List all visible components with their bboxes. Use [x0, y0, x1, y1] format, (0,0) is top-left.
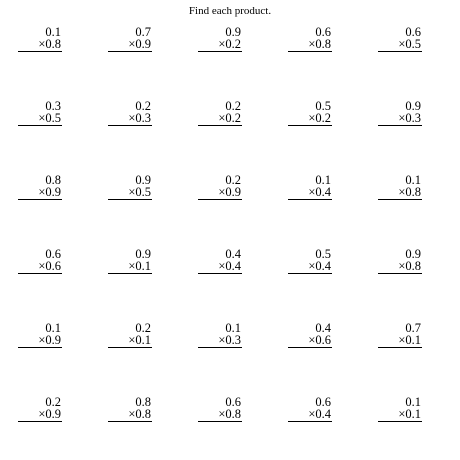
bottom-operand-line — [18, 112, 62, 126]
multiplication-problem — [198, 100, 242, 126]
top-operand: 0.3 — [45, 99, 61, 113]
bottom-operand-line — [378, 334, 422, 348]
bottom-operand: 0.8 — [405, 259, 421, 273]
top-operand: 0.2 — [225, 173, 241, 187]
bottom-operand: 0.4 — [315, 259, 331, 273]
times-sign: × — [308, 111, 316, 125]
times-sign: × — [218, 185, 226, 199]
top-operand: 0.5 — [315, 99, 331, 113]
top-operand: 0.4 — [315, 321, 331, 335]
bottom-operand-line — [378, 38, 422, 52]
bottom-operand: 0.2 — [225, 37, 241, 51]
multiplication-problem — [198, 322, 242, 348]
bottom-operand-line — [198, 186, 242, 200]
top-operand: 0.2 — [135, 99, 151, 113]
top-operand: 0.2 — [45, 395, 61, 409]
bottom-operand-line — [288, 38, 332, 52]
bottom-operand: 0.3 — [135, 111, 151, 125]
bottom-operand-line — [18, 38, 62, 52]
multiplication-problem — [108, 248, 152, 274]
bottom-operand-line — [108, 260, 152, 274]
times-sign: × — [38, 333, 46, 347]
top-operand: 0.1 — [45, 321, 61, 335]
bottom-operand-line — [108, 38, 152, 52]
multiplication-problem — [378, 174, 422, 200]
times-sign: × — [308, 259, 316, 273]
multiplication-problem — [18, 248, 62, 274]
multiplication-problem — [288, 100, 332, 126]
multiplication-problem — [18, 396, 62, 422]
bottom-operand: 0.5 — [45, 111, 61, 125]
bottom-operand-line — [288, 112, 332, 126]
multiplication-problem — [108, 174, 152, 200]
bottom-operand: 0.5 — [405, 37, 421, 51]
multiplication-problem — [18, 322, 62, 348]
bottom-operand: 0.8 — [405, 185, 421, 199]
bottom-operand: 0.3 — [225, 333, 241, 347]
bottom-operand-line — [288, 186, 332, 200]
top-operand: 0.8 — [135, 395, 151, 409]
bottom-operand: 0.9 — [225, 185, 241, 199]
times-sign: × — [398, 333, 406, 347]
multiplication-problem — [288, 322, 332, 348]
top-operand: 0.9 — [405, 99, 421, 113]
bottom-operand: 0.4 — [315, 185, 331, 199]
multiplication-problem — [198, 396, 242, 422]
top-operand: 0.8 — [45, 173, 61, 187]
bottom-operand: 0.9 — [45, 185, 61, 199]
top-operand: 0.1 — [315, 173, 331, 187]
multiplication-problem — [378, 396, 422, 422]
bottom-operand: 0.8 — [135, 407, 151, 421]
top-operand: 0.2 — [225, 99, 241, 113]
bottom-operand-line — [288, 260, 332, 274]
times-sign: × — [218, 37, 226, 51]
multiplication-problem — [378, 26, 422, 52]
bottom-operand-line — [198, 112, 242, 126]
top-operand: 0.6 — [45, 247, 61, 261]
bottom-operand: 0.4 — [315, 407, 331, 421]
bottom-operand: 0.9 — [45, 333, 61, 347]
times-sign: × — [398, 37, 406, 51]
top-operand: 0.6 — [225, 395, 241, 409]
bottom-operand-line — [198, 408, 242, 422]
times-sign: × — [38, 259, 46, 273]
bottom-operand: 0.9 — [45, 407, 61, 421]
times-sign: × — [128, 185, 136, 199]
multiplication-problem — [108, 396, 152, 422]
top-operand: 0.6 — [315, 395, 331, 409]
bottom-operand: 0.1 — [135, 259, 151, 273]
bottom-operand-line — [198, 334, 242, 348]
bottom-operand-line — [288, 408, 332, 422]
bottom-operand: 0.1 — [405, 407, 421, 421]
multiplication-problem — [108, 322, 152, 348]
times-sign: × — [308, 333, 316, 347]
bottom-operand-line — [198, 38, 242, 52]
bottom-operand: 0.2 — [315, 111, 331, 125]
bottom-operand: 0.1 — [405, 333, 421, 347]
multiplication-problem — [288, 248, 332, 274]
bottom-operand: 0.3 — [405, 111, 421, 125]
times-sign: × — [308, 37, 316, 51]
top-operand: 0.9 — [225, 25, 241, 39]
bottom-operand-line — [378, 112, 422, 126]
multiplication-problem — [288, 396, 332, 422]
multiplication-problem — [288, 26, 332, 52]
times-sign: × — [38, 407, 46, 421]
times-sign: × — [398, 407, 406, 421]
bottom-operand-line — [108, 186, 152, 200]
times-sign: × — [128, 37, 136, 51]
multiplication-problem — [198, 26, 242, 52]
times-sign: × — [398, 185, 406, 199]
top-operand: 0.6 — [315, 25, 331, 39]
times-sign: × — [128, 111, 136, 125]
bottom-operand: 0.9 — [135, 37, 151, 51]
bottom-operand: 0.1 — [135, 333, 151, 347]
times-sign: × — [128, 333, 136, 347]
times-sign: × — [38, 111, 46, 125]
bottom-operand: 0.4 — [225, 259, 241, 273]
times-sign: × — [398, 259, 406, 273]
bottom-operand: 0.8 — [225, 407, 241, 421]
multiplication-problem — [108, 26, 152, 52]
bottom-operand-line — [18, 186, 62, 200]
top-operand: 0.5 — [315, 247, 331, 261]
bottom-operand-line — [108, 112, 152, 126]
bottom-operand: 0.6 — [315, 333, 331, 347]
multiplication-problem — [108, 100, 152, 126]
times-sign: × — [398, 111, 406, 125]
bottom-operand-line — [18, 260, 62, 274]
bottom-operand: 0.5 — [135, 185, 151, 199]
top-operand: 0.6 — [405, 25, 421, 39]
times-sign: × — [38, 185, 46, 199]
times-sign: × — [308, 407, 316, 421]
bottom-operand: 0.2 — [225, 111, 241, 125]
multiplication-problem — [378, 100, 422, 126]
multiplication-problem — [198, 174, 242, 200]
bottom-operand-line — [18, 408, 62, 422]
top-operand: 0.7 — [405, 321, 421, 335]
top-operand: 0.7 — [135, 25, 151, 39]
times-sign: × — [128, 259, 136, 273]
top-operand: 0.9 — [135, 173, 151, 187]
times-sign: × — [218, 259, 226, 273]
top-operand: 0.1 — [45, 25, 61, 39]
bottom-operand-line — [198, 260, 242, 274]
multiplication-problem — [198, 248, 242, 274]
multiplication-problem — [18, 26, 62, 52]
bottom-operand: 0.8 — [315, 37, 331, 51]
times-sign: × — [128, 407, 136, 421]
multiplication-problem — [288, 174, 332, 200]
top-operand: 0.1 — [225, 321, 241, 335]
multiplication-problem — [378, 322, 422, 348]
bottom-operand-line — [288, 334, 332, 348]
times-sign: × — [308, 185, 316, 199]
bottom-operand-line — [378, 186, 422, 200]
multiplication-problem — [18, 100, 62, 126]
bottom-operand-line — [108, 334, 152, 348]
top-operand: 0.4 — [225, 247, 241, 261]
bottom-operand-line — [108, 408, 152, 422]
times-sign: × — [38, 37, 46, 51]
top-operand: 0.9 — [405, 247, 421, 261]
multiplication-problem — [378, 248, 422, 274]
top-operand: 0.1 — [405, 173, 421, 187]
bottom-operand: 0.6 — [45, 259, 61, 273]
bottom-operand: 0.8 — [45, 37, 61, 51]
instruction-text: Find each product. — [188, 5, 272, 17]
times-sign: × — [218, 333, 226, 347]
multiplication-problem — [18, 174, 62, 200]
bottom-operand-line — [18, 334, 62, 348]
times-sign: × — [218, 111, 226, 125]
bottom-operand-line — [378, 260, 422, 274]
top-operand: 0.1 — [405, 395, 421, 409]
bottom-operand-line — [378, 408, 422, 422]
times-sign: × — [218, 407, 226, 421]
top-operand: 0.9 — [135, 247, 151, 261]
top-operand: 0.2 — [135, 321, 151, 335]
